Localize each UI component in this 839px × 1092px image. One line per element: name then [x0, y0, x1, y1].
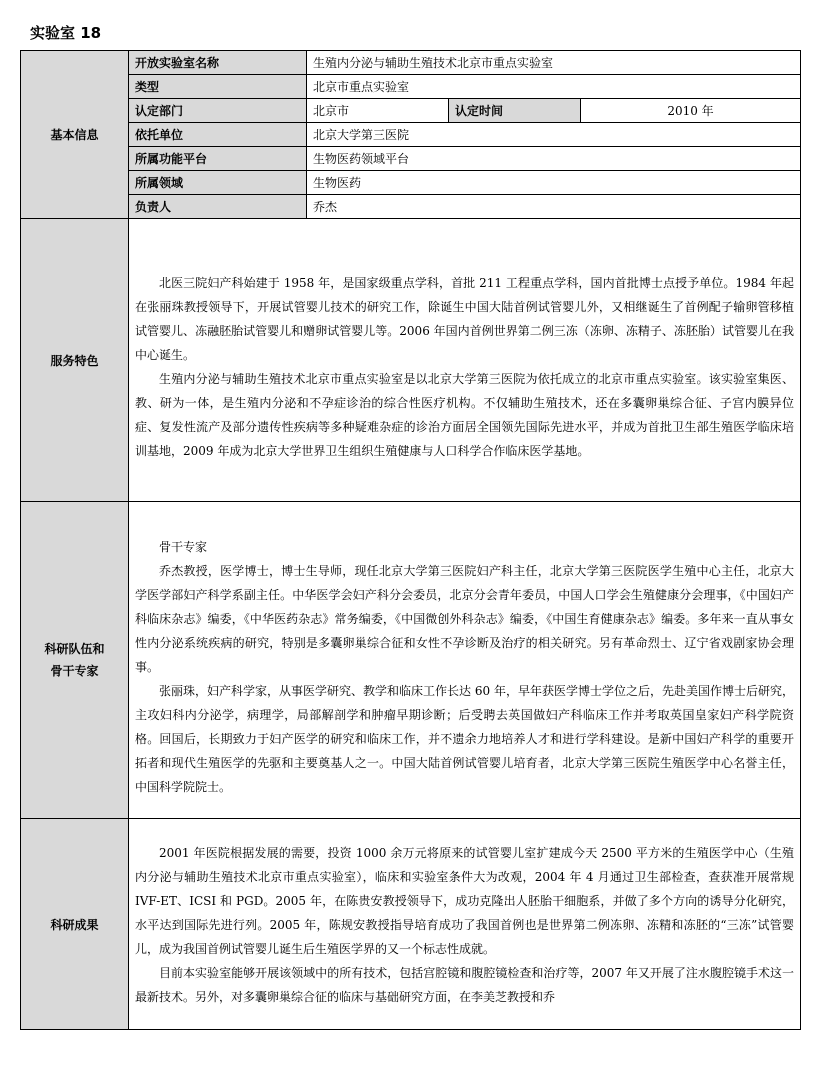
field-value: 2010 年	[581, 99, 801, 123]
field-value: 北京市	[307, 99, 449, 123]
field-value: 生物医药	[307, 171, 801, 195]
field-label: 所属功能平台	[129, 147, 307, 171]
field-value: 乔杰	[307, 195, 801, 219]
section-label-team	[21, 502, 129, 819]
paragraph: 张丽珠，妇产科学家，从事医学研究、教学和临床工作长达 60 年，早年获医学博士学位之后，先赴美国作博士后研究，主攻妇科内分泌学，病理学，局部解剖学和肿瘤早期诊断；后受聘去英国做妇产科临床工作并考取英国皇家妇产科学院资格。回国后，长期致力于妇产医学的研究和临床工作，并不遗余力地培养人才和进行学科建设。是新中国妇产科学的重要开拓者和现代生殖医学的先驱和主要奠基人之一。中国大陆首例试管婴儿培育者，北京大学第三医院生殖医学中心名誉主任，中国科学院院士。	[135, 684, 795, 794]
paragraph-heading: 骨干专家	[159, 540, 208, 554]
field-label: 认定部门	[129, 99, 307, 123]
paragraph: 目前本实验室能够开展该领域中的所有技术，包括宫腔镜和腹腔镜检查和治疗等，2007 年又开展了注水腹腔镜手术这一最新技术。另外，对多囊卵巢综合征的临床与基础研究方面，在李美芝教授和乔	[135, 966, 795, 1004]
paragraph: 2001 年医院根据发展的需要，投资 1000 余万元将原来的试管婴儿室扩建成今天 2500 平方米的生殖医学中心（生殖内分泌与辅助生殖技术北京市重点实验室），临床和实验室条件大为改观，2004 年 4 月通过卫生部检查，查获准开展常规 IVF-ET、ICSI 和 PGD。2005 年，在陈贵安教授领导下，成功克隆出人胚胎干细胞系，并做了多个方向的诱导分化研究，水平达到国际先进行列。2005 年，陈规安教授指导培育成功了我国首例也是世界第二例冻卵、冻精和冻胚的“三冻”试管婴儿，成为我国首例试管婴儿诞生后生殖医学界的又一个标志性成就。	[135, 846, 795, 956]
table-row	[21, 195, 801, 219]
section-row-results	[21, 819, 801, 1030]
field-label: 负责人	[129, 195, 307, 219]
field-label: 开放实验室名称	[129, 51, 307, 75]
section-row-service	[21, 219, 801, 502]
table-row	[21, 147, 801, 171]
field-label: 类型	[129, 75, 307, 99]
field-value: 生物医药领域平台	[307, 147, 801, 171]
table-row	[21, 171, 801, 195]
paragraph: 生殖内分泌与辅助生殖技术北京市重点实验室是以北京大学第三医院为依托成立的北京市重点实验室。该实验室集医、教、研为一体，是生殖内分泌和不孕症诊治的综合性医疗机构。不仅辅助生殖技术，还在多囊卵巢综合征、子宫内膜异位症、复发性流产及部分遗传性疾病等多种疑难杂症的诊治方面居全国领先国际先进水平，并成为首批卫生部生殖医学临床培训基地，2009 年成为北京大学世界卫生组织生殖健康与人口科学合作临床医学基地。	[135, 372, 795, 458]
section-label-line: 骨干专家	[50, 664, 99, 678]
section-label-service: 服务特色	[21, 219, 129, 502]
page-title: 实验室 18	[30, 24, 102, 42]
section-row-team	[21, 502, 801, 819]
section-body-results	[129, 819, 801, 1030]
section-body-team	[129, 502, 801, 819]
table-row	[21, 99, 801, 123]
field-label: 认定时间	[449, 99, 581, 123]
field-value: 生殖内分泌与辅助生殖技术北京市重点实验室	[307, 51, 801, 75]
section-body-service	[129, 219, 801, 502]
section-label-basic: 基本信息	[21, 51, 129, 219]
paragraph: 乔杰教授，医学博士，博士生导师，现任北京大学第三医院妇产科主任，北京大学第三医院医学生殖中心主任，北京大学医学部妇产科学系副主任。中华医学会妇产科分会委员，北京分会青年委员，中国人口学会生殖健康分会理事，《中国妇产科临床杂志》编委，《中华医药杂志》常务编委，《中国微创外科杂志》编委，《中国生育健康杂志》编委。多年来一直从事女性内分泌系统疾病的研究，特别是多囊卵巢综合征和女性不孕诊断及治疗的相关研究。另有革命烈士、辽宁省戏剧家协会理事。	[135, 564, 795, 674]
field-label: 依托单位	[129, 123, 307, 147]
section-label-results: 科研成果	[21, 819, 129, 1030]
table-row	[21, 51, 801, 75]
table-row	[21, 75, 801, 99]
section-label-line: 科研队伍和	[44, 642, 105, 656]
field-value: 北京市重点实验室	[307, 75, 801, 99]
field-value: 北京大学第三医院	[307, 123, 801, 147]
lab-info-table	[20, 50, 801, 1030]
field-label: 所属领域	[129, 171, 307, 195]
paragraph: 北医三院妇产科始建于 1958 年，是国家级重点学科，首批 211 工程重点学科，国内首批博士点授予单位。1984 年起在张丽珠教授领导下，开展试管婴儿技术的研究工作，除诞生中国大陆首例试管婴儿外，又相继诞生了首例配子输卵管移植试管婴儿、冻融胚胎试管婴儿和赠卵试管婴儿等。2006 年国内首例世界第二例三冻（冻卵、冻精子、冻胚胎）试管婴儿在我中心诞生。	[135, 276, 795, 362]
table-row	[21, 123, 801, 147]
